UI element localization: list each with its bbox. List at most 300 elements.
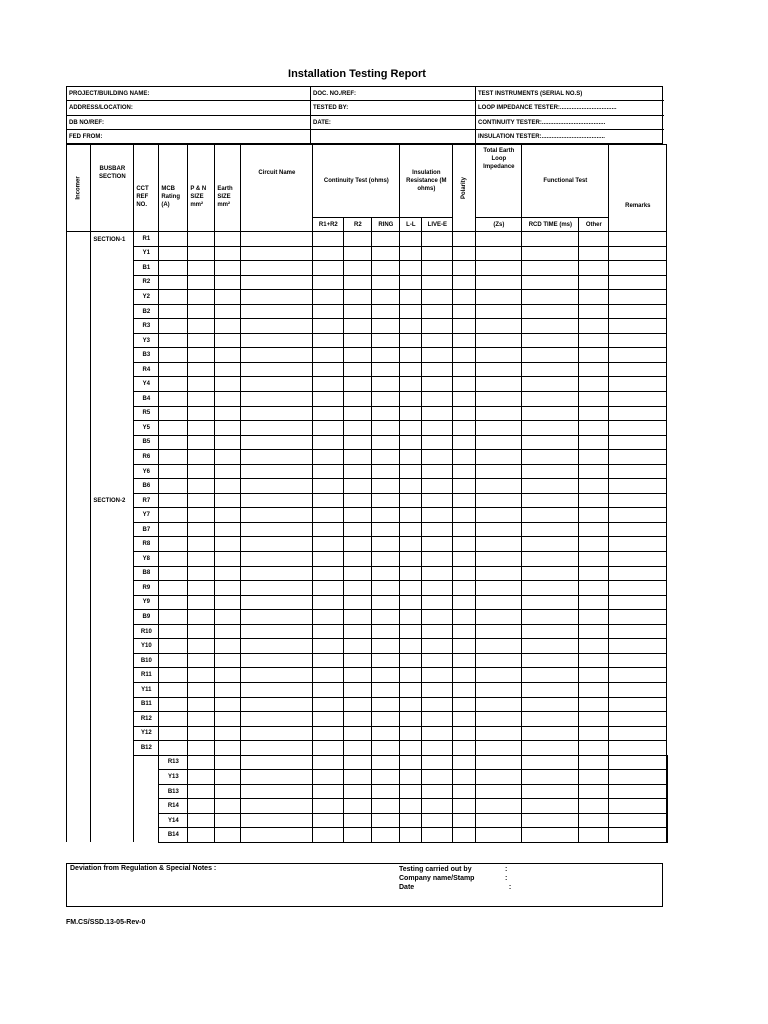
earth-size-cell[interactable] xyxy=(215,304,241,319)
circuit-name-cell[interactable] xyxy=(241,290,313,305)
circuit-name-cell[interactable] xyxy=(241,421,313,436)
polarity-cell[interactable] xyxy=(453,712,476,727)
live-e-cell[interactable] xyxy=(422,552,453,567)
r1r2-cell[interactable] xyxy=(344,828,372,843)
rcd-time-cell[interactable] xyxy=(522,304,579,319)
rcd-time-cell[interactable] xyxy=(579,799,609,814)
live-e-cell[interactable] xyxy=(453,784,476,799)
live-e-cell[interactable] xyxy=(422,290,453,305)
circuit-name-cell[interactable] xyxy=(241,581,313,596)
zs-cell[interactable] xyxy=(476,479,522,494)
live-e-cell[interactable] xyxy=(453,828,476,843)
zs-cell[interactable] xyxy=(476,435,522,450)
r1r2-cell[interactable] xyxy=(313,566,344,581)
pn-size-cell[interactable] xyxy=(188,333,215,348)
zs-cell[interactable] xyxy=(476,653,522,668)
ll-cell[interactable] xyxy=(400,246,422,261)
mcb-rating-cell[interactable] xyxy=(159,319,188,334)
other-cell[interactable] xyxy=(609,770,667,785)
circuit-name-cell[interactable] xyxy=(241,624,313,639)
rcd-time-cell[interactable] xyxy=(522,275,579,290)
ring-cell[interactable] xyxy=(372,275,400,290)
pn-size-cell[interactable] xyxy=(188,435,215,450)
zs-cell[interactable] xyxy=(476,682,522,697)
mcb-rating-cell[interactable] xyxy=(188,770,215,785)
polarity-cell[interactable] xyxy=(453,624,476,639)
polarity-cell[interactable] xyxy=(453,493,476,508)
earth-size-cell[interactable] xyxy=(215,682,241,697)
remarks-cell[interactable] xyxy=(609,261,667,276)
mcb-rating-cell[interactable] xyxy=(159,581,188,596)
r1r2-cell[interactable] xyxy=(313,333,344,348)
earth-size-cell[interactable] xyxy=(215,537,241,552)
other-cell[interactable] xyxy=(609,813,667,828)
ll-cell[interactable] xyxy=(400,333,422,348)
r2-cell[interactable] xyxy=(372,770,400,785)
ll-cell[interactable] xyxy=(400,712,422,727)
earth-size-cell[interactable] xyxy=(215,261,241,276)
zs-cell[interactable] xyxy=(476,246,522,261)
polarity-cell[interactable] xyxy=(453,362,476,377)
r2-cell[interactable] xyxy=(344,464,372,479)
r2-cell[interactable] xyxy=(344,479,372,494)
r2-cell[interactable] xyxy=(372,799,400,814)
remarks-cell[interactable] xyxy=(609,522,667,537)
circuit-name-cell[interactable] xyxy=(241,246,313,261)
live-e-cell[interactable] xyxy=(422,304,453,319)
other-cell[interactable] xyxy=(609,755,667,770)
ring-cell[interactable] xyxy=(372,610,400,625)
ring-cell[interactable] xyxy=(372,493,400,508)
r2-cell[interactable] xyxy=(344,697,372,712)
other-cell[interactable] xyxy=(579,464,609,479)
r1r2-cell[interactable] xyxy=(344,784,372,799)
ll-cell[interactable] xyxy=(422,799,453,814)
polarity-cell[interactable] xyxy=(453,290,476,305)
r2-cell[interactable] xyxy=(344,653,372,668)
ring-cell[interactable] xyxy=(372,348,400,363)
r2-cell[interactable] xyxy=(344,246,372,261)
polarity-cell[interactable] xyxy=(476,828,522,843)
pn-size-cell[interactable] xyxy=(188,479,215,494)
zs-cell[interactable] xyxy=(522,813,579,828)
other-cell[interactable] xyxy=(579,552,609,567)
r1r2-cell[interactable] xyxy=(313,493,344,508)
rcd-time-cell[interactable] xyxy=(522,653,579,668)
ring-cell[interactable] xyxy=(372,232,400,247)
circuit-name-cell[interactable] xyxy=(241,639,313,654)
polarity-cell[interactable] xyxy=(453,653,476,668)
remarks-cell[interactable] xyxy=(667,828,668,843)
rcd-time-cell[interactable] xyxy=(522,537,579,552)
zs-cell[interactable] xyxy=(476,304,522,319)
mcb-rating-cell[interactable] xyxy=(159,304,188,319)
remarks-cell[interactable] xyxy=(609,668,667,683)
other-cell[interactable] xyxy=(579,508,609,523)
remarks-cell[interactable] xyxy=(609,595,667,610)
polarity-cell[interactable] xyxy=(453,377,476,392)
earth-size-cell[interactable] xyxy=(241,755,313,770)
earth-size-cell[interactable] xyxy=(215,726,241,741)
polarity-cell[interactable] xyxy=(453,595,476,610)
zs-cell[interactable] xyxy=(476,392,522,407)
live-e-cell[interactable] xyxy=(422,682,453,697)
earth-size-cell[interactable] xyxy=(215,712,241,727)
pn-size-cell[interactable] xyxy=(188,653,215,668)
pn-size-cell[interactable] xyxy=(215,770,241,785)
r2-cell[interactable] xyxy=(344,377,372,392)
ring-cell[interactable] xyxy=(400,828,422,843)
rcd-time-cell[interactable] xyxy=(522,246,579,261)
zs-cell[interactable] xyxy=(476,406,522,421)
ring-cell[interactable] xyxy=(400,813,422,828)
rcd-time-cell[interactable] xyxy=(522,333,579,348)
pn-size-cell[interactable] xyxy=(215,828,241,843)
other-cell[interactable] xyxy=(579,595,609,610)
r1r2-cell[interactable] xyxy=(313,697,344,712)
rcd-time-cell[interactable] xyxy=(522,261,579,276)
earth-size-cell[interactable] xyxy=(215,392,241,407)
polarity-cell[interactable] xyxy=(453,406,476,421)
polarity-cell[interactable] xyxy=(453,566,476,581)
ring-cell[interactable] xyxy=(372,566,400,581)
live-e-cell[interactable] xyxy=(422,493,453,508)
ll-cell[interactable] xyxy=(400,668,422,683)
live-e-cell[interactable] xyxy=(422,522,453,537)
r2-cell[interactable] xyxy=(344,712,372,727)
r1r2-cell[interactable] xyxy=(313,682,344,697)
r2-cell[interactable] xyxy=(344,348,372,363)
other-cell[interactable] xyxy=(579,421,609,436)
remarks-cell[interactable] xyxy=(609,246,667,261)
live-e-cell[interactable] xyxy=(422,741,453,756)
rcd-time-cell[interactable] xyxy=(522,348,579,363)
live-e-cell[interactable] xyxy=(422,697,453,712)
ring-cell[interactable] xyxy=(372,464,400,479)
ring-cell[interactable] xyxy=(372,682,400,697)
r2-cell[interactable] xyxy=(344,668,372,683)
earth-size-cell[interactable] xyxy=(215,653,241,668)
mcb-rating-cell[interactable] xyxy=(159,392,188,407)
ring-cell[interactable] xyxy=(372,522,400,537)
remarks-cell[interactable] xyxy=(609,493,667,508)
r2-cell[interactable] xyxy=(344,435,372,450)
pn-size-cell[interactable] xyxy=(188,682,215,697)
mcb-rating-cell[interactable] xyxy=(188,828,215,843)
r2-cell[interactable] xyxy=(344,232,372,247)
r1r2-cell[interactable] xyxy=(313,726,344,741)
polarity-cell[interactable] xyxy=(453,639,476,654)
r2-cell[interactable] xyxy=(344,275,372,290)
pn-size-cell[interactable] xyxy=(188,261,215,276)
ll-cell[interactable] xyxy=(400,275,422,290)
rcd-time-cell[interactable] xyxy=(522,552,579,567)
live-e-cell[interactable] xyxy=(422,261,453,276)
r1r2-cell[interactable] xyxy=(313,624,344,639)
remarks-cell[interactable] xyxy=(609,377,667,392)
rcd-time-cell[interactable] xyxy=(522,362,579,377)
mcb-rating-cell[interactable] xyxy=(159,435,188,450)
remarks-cell[interactable] xyxy=(609,479,667,494)
pn-size-cell[interactable] xyxy=(188,275,215,290)
remarks-cell[interactable] xyxy=(609,362,667,377)
polarity-cell[interactable] xyxy=(476,770,522,785)
r2-cell[interactable] xyxy=(372,828,400,843)
mcb-rating-cell[interactable] xyxy=(159,290,188,305)
polarity-cell[interactable] xyxy=(453,479,476,494)
ring-cell[interactable] xyxy=(400,755,422,770)
other-cell[interactable] xyxy=(579,435,609,450)
rcd-time-cell[interactable] xyxy=(579,755,609,770)
mcb-rating-cell[interactable] xyxy=(159,421,188,436)
earth-size-cell[interactable] xyxy=(241,799,313,814)
ll-cell[interactable] xyxy=(400,362,422,377)
mcb-rating-cell[interactable] xyxy=(159,682,188,697)
circuit-name-cell[interactable] xyxy=(313,755,344,770)
earth-size-cell[interactable] xyxy=(215,246,241,261)
remarks-cell[interactable] xyxy=(609,639,667,654)
rcd-time-cell[interactable] xyxy=(522,639,579,654)
live-e-cell[interactable] xyxy=(422,362,453,377)
remarks-cell[interactable] xyxy=(609,319,667,334)
pn-size-cell[interactable] xyxy=(188,610,215,625)
rcd-time-cell[interactable] xyxy=(522,290,579,305)
other-cell[interactable] xyxy=(579,726,609,741)
polarity-cell[interactable] xyxy=(453,537,476,552)
polarity-cell[interactable] xyxy=(453,741,476,756)
rcd-time-cell[interactable] xyxy=(522,392,579,407)
pn-size-cell[interactable] xyxy=(188,595,215,610)
earth-size-cell[interactable] xyxy=(215,290,241,305)
pn-size-cell[interactable] xyxy=(188,566,215,581)
ll-cell[interactable] xyxy=(400,421,422,436)
mcb-rating-cell[interactable] xyxy=(159,261,188,276)
r2-cell[interactable] xyxy=(344,362,372,377)
pn-size-cell[interactable] xyxy=(188,552,215,567)
polarity-cell[interactable] xyxy=(453,464,476,479)
remarks-cell[interactable] xyxy=(667,770,668,785)
mcb-rating-cell[interactable] xyxy=(159,610,188,625)
ring-cell[interactable] xyxy=(372,435,400,450)
zs-cell[interactable] xyxy=(522,755,579,770)
polarity-cell[interactable] xyxy=(453,232,476,247)
earth-size-cell[interactable] xyxy=(241,784,313,799)
r2-cell[interactable] xyxy=(344,392,372,407)
other-cell[interactable] xyxy=(579,668,609,683)
pn-size-cell[interactable] xyxy=(188,450,215,465)
remarks-cell[interactable] xyxy=(609,566,667,581)
ll-cell[interactable] xyxy=(400,319,422,334)
ll-cell[interactable] xyxy=(422,813,453,828)
circuit-name-cell[interactable] xyxy=(241,406,313,421)
remarks-cell[interactable] xyxy=(609,581,667,596)
mcb-rating-cell[interactable] xyxy=(159,333,188,348)
rcd-time-cell[interactable] xyxy=(522,697,579,712)
r2-cell[interactable] xyxy=(344,421,372,436)
ll-cell[interactable] xyxy=(400,741,422,756)
ring-cell[interactable] xyxy=(372,726,400,741)
zs-cell[interactable] xyxy=(476,610,522,625)
zs-cell[interactable] xyxy=(476,697,522,712)
zs-cell[interactable] xyxy=(476,348,522,363)
other-cell[interactable] xyxy=(579,392,609,407)
ring-cell[interactable] xyxy=(400,770,422,785)
mcb-rating-cell[interactable] xyxy=(159,450,188,465)
pn-size-cell[interactable] xyxy=(188,377,215,392)
ll-cell[interactable] xyxy=(422,770,453,785)
polarity-cell[interactable] xyxy=(453,319,476,334)
r2-cell[interactable] xyxy=(372,813,400,828)
ring-cell[interactable] xyxy=(400,784,422,799)
doc-no-field[interactable]: DOC. NO./REF: xyxy=(311,87,475,101)
live-e-cell[interactable] xyxy=(422,624,453,639)
zs-cell[interactable] xyxy=(476,639,522,654)
live-e-cell[interactable] xyxy=(422,392,453,407)
other-cell[interactable] xyxy=(579,479,609,494)
remarks-cell[interactable] xyxy=(609,304,667,319)
remarks-cell[interactable] xyxy=(609,435,667,450)
zs-cell[interactable] xyxy=(476,464,522,479)
zs-cell[interactable] xyxy=(476,522,522,537)
zs-cell[interactable] xyxy=(476,377,522,392)
ll-cell[interactable] xyxy=(400,493,422,508)
pn-size-cell[interactable] xyxy=(215,799,241,814)
circuit-name-cell[interactable] xyxy=(241,653,313,668)
zs-cell[interactable] xyxy=(476,275,522,290)
other-cell[interactable] xyxy=(579,246,609,261)
zs-cell[interactable] xyxy=(522,770,579,785)
polarity-cell[interactable] xyxy=(453,392,476,407)
live-e-cell[interactable] xyxy=(422,595,453,610)
remarks-cell[interactable] xyxy=(667,784,668,799)
remarks-cell[interactable] xyxy=(609,421,667,436)
r1r2-cell[interactable] xyxy=(313,712,344,727)
earth-size-cell[interactable] xyxy=(215,639,241,654)
zs-cell[interactable] xyxy=(476,362,522,377)
zs-cell[interactable] xyxy=(522,828,579,843)
other-cell[interactable] xyxy=(579,639,609,654)
circuit-name-cell[interactable] xyxy=(241,479,313,494)
circuit-name-cell[interactable] xyxy=(241,304,313,319)
r1r2-cell[interactable] xyxy=(313,362,344,377)
live-e-cell[interactable] xyxy=(453,813,476,828)
earth-size-cell[interactable] xyxy=(215,362,241,377)
zs-cell[interactable] xyxy=(476,668,522,683)
r2-cell[interactable] xyxy=(372,755,400,770)
ll-cell[interactable] xyxy=(400,450,422,465)
rcd-time-cell[interactable] xyxy=(522,232,579,247)
pn-size-cell[interactable] xyxy=(188,522,215,537)
r1r2-cell[interactable] xyxy=(313,275,344,290)
earth-size-cell[interactable] xyxy=(215,377,241,392)
r1r2-cell[interactable] xyxy=(313,741,344,756)
zs-cell[interactable] xyxy=(476,712,522,727)
ll-cell[interactable] xyxy=(400,522,422,537)
live-e-cell[interactable] xyxy=(422,610,453,625)
circuit-name-cell[interactable] xyxy=(241,275,313,290)
ring-cell[interactable] xyxy=(372,552,400,567)
r2-cell[interactable] xyxy=(344,493,372,508)
other-cell[interactable] xyxy=(579,682,609,697)
live-e-cell[interactable] xyxy=(422,377,453,392)
zs-cell[interactable] xyxy=(522,784,579,799)
r1r2-cell[interactable] xyxy=(313,522,344,537)
other-cell[interactable] xyxy=(579,333,609,348)
pn-size-cell[interactable] xyxy=(188,392,215,407)
mcb-rating-cell[interactable] xyxy=(159,697,188,712)
ll-cell[interactable] xyxy=(400,552,422,567)
mcb-rating-cell[interactable] xyxy=(159,552,188,567)
ring-cell[interactable] xyxy=(372,377,400,392)
polarity-cell[interactable] xyxy=(476,784,522,799)
rcd-time-cell[interactable] xyxy=(579,784,609,799)
pn-size-cell[interactable] xyxy=(188,362,215,377)
polarity-cell[interactable] xyxy=(453,348,476,363)
r2-cell[interactable] xyxy=(344,290,372,305)
live-e-cell[interactable] xyxy=(422,348,453,363)
circuit-name-cell[interactable] xyxy=(313,799,344,814)
earth-size-cell[interactable] xyxy=(215,450,241,465)
circuit-name-cell[interactable] xyxy=(241,362,313,377)
pn-size-cell[interactable] xyxy=(188,232,215,247)
other-cell[interactable] xyxy=(579,450,609,465)
rcd-time-cell[interactable] xyxy=(522,493,579,508)
r1r2-cell[interactable] xyxy=(313,435,344,450)
earth-size-cell[interactable] xyxy=(215,275,241,290)
mcb-rating-cell[interactable] xyxy=(188,799,215,814)
remarks-cell[interactable] xyxy=(609,653,667,668)
r2-cell[interactable] xyxy=(344,304,372,319)
circuit-name-cell[interactable] xyxy=(313,770,344,785)
mcb-rating-cell[interactable] xyxy=(188,813,215,828)
rcd-time-cell[interactable] xyxy=(579,828,609,843)
polarity-cell[interactable] xyxy=(453,508,476,523)
live-e-cell[interactable] xyxy=(422,537,453,552)
pn-size-cell[interactable] xyxy=(188,741,215,756)
r1r2-cell[interactable] xyxy=(313,290,344,305)
other-cell[interactable] xyxy=(609,828,667,843)
earth-size-cell[interactable] xyxy=(215,435,241,450)
circuit-name-cell[interactable] xyxy=(241,726,313,741)
rcd-time-cell[interactable] xyxy=(579,813,609,828)
ll-cell[interactable] xyxy=(400,406,422,421)
circuit-name-cell[interactable] xyxy=(241,610,313,625)
remarks-cell[interactable] xyxy=(667,813,668,828)
circuit-name-cell[interactable] xyxy=(241,697,313,712)
live-e-cell[interactable] xyxy=(422,333,453,348)
rcd-time-cell[interactable] xyxy=(522,741,579,756)
remarks-cell[interactable] xyxy=(667,755,668,770)
rcd-time-cell[interactable] xyxy=(522,668,579,683)
zs-cell[interactable] xyxy=(476,450,522,465)
zs-cell[interactable] xyxy=(476,493,522,508)
other-cell[interactable] xyxy=(579,304,609,319)
rcd-time-cell[interactable] xyxy=(522,610,579,625)
rcd-time-cell[interactable] xyxy=(522,581,579,596)
earth-size-cell[interactable] xyxy=(215,552,241,567)
live-e-cell[interactable] xyxy=(422,726,453,741)
pn-size-cell[interactable] xyxy=(188,319,215,334)
live-e-cell[interactable] xyxy=(453,770,476,785)
polarity-cell[interactable] xyxy=(453,610,476,625)
ring-cell[interactable] xyxy=(372,697,400,712)
polarity-cell[interactable] xyxy=(453,421,476,436)
circuit-name-cell[interactable] xyxy=(241,537,313,552)
r2-cell[interactable] xyxy=(344,624,372,639)
circuit-name-cell[interactable] xyxy=(241,464,313,479)
ll-cell[interactable] xyxy=(400,682,422,697)
mcb-rating-cell[interactable] xyxy=(159,624,188,639)
